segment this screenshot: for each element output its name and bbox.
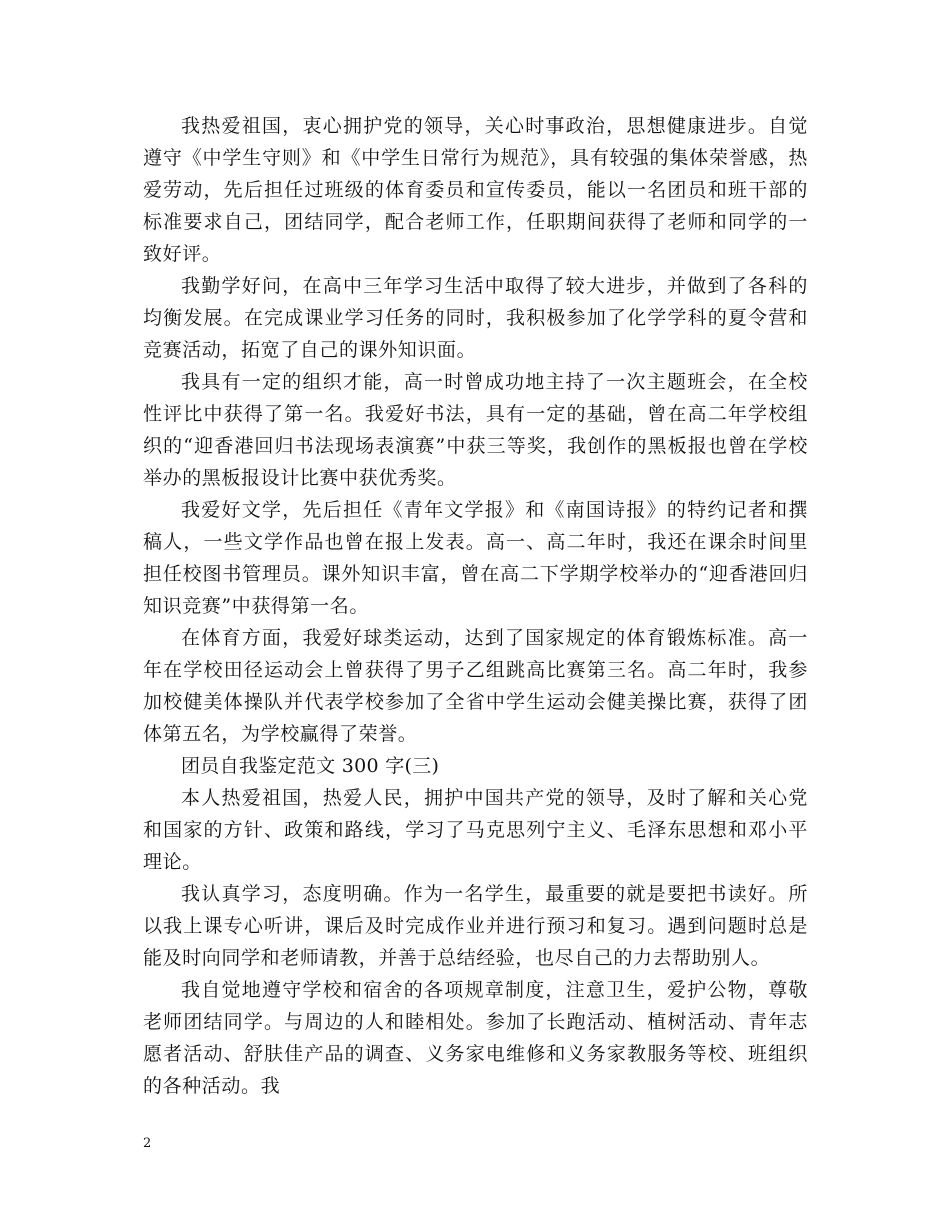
paragraph: 在体育方面，我爱好球类运动，达到了国家规定的体育锻炼标准。高一年在学校田径运动会上曾获得了男子乙组跳高比赛第三名。高二年时，我参加校健美体操队并代表学校参加了全省中学生运动会健美操比赛，获得了团体第五名，为学校赢得了荣誉。 xyxy=(143,627,808,745)
paragraph: 我认真学习，态度明确。作为一名学生，最重要的就是要把书读好。所以我上课专心听讲，课后及时完成作业并进行预习和复习。遇到问题时总是能及时向同学和老师请教，并善于总结经验，也尽自己的力去帮助别人。 xyxy=(143,883,808,969)
paragraph: 我爱好文学，先后担任《青年文学报》和《南国诗报》的特约记者和撰稿人，一些文学作品也曾在报上发表。高一、高二年时，我还在课余时间里担任校图书管理员。课外知识丰富，曾在高二下学期学校举办的“迎香港回归知识竞赛”中获得第一名。 xyxy=(143,499,808,617)
paragraph: 我自觉地遵守学校和宿舍的各项规章制度，注意卫生，爱护公物，尊敬老师团结同学。与周边的人和睦相处。参加了长跑活动、植树活动、青年志愿者活动、舒肤佳产品的调查、义务家电维修和义务家教服务等校、班组织的各种活动。我 xyxy=(143,979,808,1097)
section-heading: 团员自我鉴定范文 300 字(三) xyxy=(181,755,440,777)
paragraph: 本人热爱祖国，热爱人民，拥护中国共产党的领导，及时了解和关心党和国家的方针、政策和路线，学习了马克思列宁主义、毛泽东思想和邓小平理论。 xyxy=(143,787,808,873)
page-number: 2 xyxy=(143,1136,152,1151)
paragraph: 我热爱祖国，衷心拥护党的领导，关心时事政治，思想健康进步。自觉遵守《中学生守则》和《中学生日常行为规范》，具有较强的集体荣誉感，热爱劳动，先后担任过班级的体育委员和宣传委员，能以一名团员和班干部的标准要求自己，团结同学，配合老师工作，任职期间获得了老师和同学的一致好评。 xyxy=(143,115,808,265)
document-body xyxy=(143,110,808,1102)
paragraph: 我勤学好问，在高中三年学习生活中取得了较大进步，并做到了各科的均衡发展。在完成课业学习任务的同时，我积极参加了化学学科的夏令营和竞赛活动，拓宽了自己的课外知识面。 xyxy=(143,275,808,361)
paragraph: 我具有一定的组织才能，高一时曾成功地主持了一次主题班会，在全校性评比中获得了第一名。我爱好书法，具有一定的基础，曾在高二年学校组织的“迎香港回归书法现场表演赛”中获三等奖，我创作的黑板报也曾在学校举办的黑板报设计比赛中获优秀奖。 xyxy=(143,371,808,489)
